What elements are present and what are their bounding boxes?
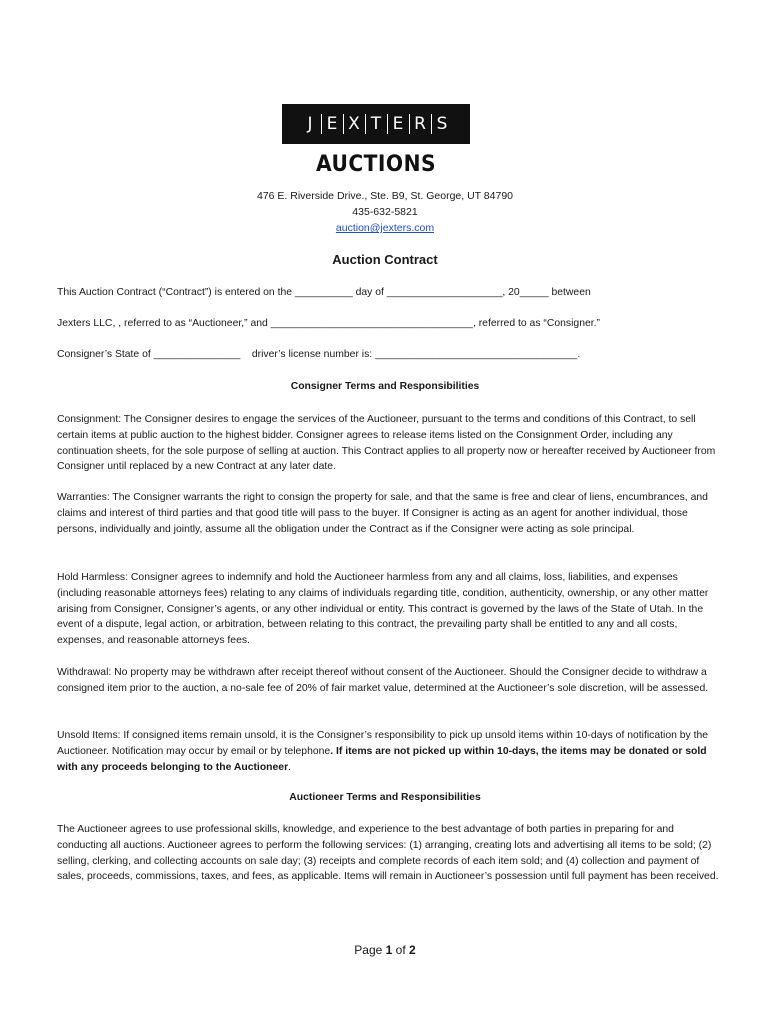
logo-letter: J	[307, 114, 313, 134]
auctioneer-terms-paragraph: The Auctioneer agrees to use professional skills, knowledge, and experience to the best advantage of both parties in preparing for and conducting all auctions. Auctioneer agrees to perform the following services: (1) arranging, creating lots and advertising all items to be sold; (2) selling, clerking, and collecting accounts on sale day; (3) receipts and complete records of each item sold; and (4) collection and payment of sales, proceeds, commissions, taxes, and fees, as applicable. Items will remain in Auctioneer’s possession until full payment has been received.	[57, 824, 719, 883]
logo-letters	[300, 114, 453, 134]
logo-letter: X	[348, 114, 360, 134]
intro-line-date: This Auction Contract (“Contract”) is entered on the __________ day of ____________________, 20_____ between	[57, 287, 591, 298]
logo-subtitle: AUCTIONS	[315, 152, 437, 177]
consigner-section-heading: Consigner Terms and Responsibilities	[290, 381, 480, 392]
logo-letter: E	[326, 114, 338, 134]
of-word: of	[392, 943, 410, 957]
unsold-items-text: Unsold Items: If consigned items remain unsold, it is the Consigner’s responsibility to pick up unsold items within 10-days of notification by the Auctioneer. Notification may occur by email or by telephone	[57, 730, 709, 757]
jexters-logo	[282, 104, 470, 144]
page-current: 1	[385, 943, 393, 957]
auctioneer-section-heading: Auctioneer Terms and Responsibilities	[289, 792, 481, 803]
hold-harmless-paragraph: Hold Harmless: Consigner agrees to indemnify and hold the Auctioneer harmless from any and all claims, loss, liabilities, and expenses (including reasonable attorneys fees) relating to any claims of individuals regarding title, condition, authenticity, ownership, or any other matter arising from Consigner, Consigner’s agents, or any other individual or entity. This contract is governed by the laws of the State of Utah. In the event of a dispute, legal action, or arbitration, between relating to this contract, the prevailing party shall be entitled to any and all costs, expenses, and reasonable attorneys fees.	[57, 572, 709, 647]
address-line: 476 E. Riverside Drive., Ste. B9, St. George, UT 84790	[256, 190, 513, 202]
document-title: Auction Contract	[332, 252, 438, 267]
logo-letter: T	[370, 114, 382, 134]
logo-letter: E	[392, 114, 404, 134]
warranties-paragraph: Warranties: The Consigner warrants the right to consign the property for sale, and that the same is free and clear of liens, encumbrances, and claims and interest of third parties and that good title will pass to the buyer. If Consigner is acting as an agent for another individual, those persons, individually and jointly, assume all the obligation under the Contract as if the Consigner were acting as sole principal.	[57, 492, 708, 535]
unsold-items-bold-text: . If items are not picked up within 10-days, the items may be donated or sold with any proceeds belonging to the Auctioneer	[57, 745, 707, 773]
page-word: Page	[354, 943, 386, 957]
consignment-paragraph: Consignment: The Consigner desires to engage the services of the Auctioneer, pursuant to the terms and conditions of this Contract, to sell certain items at public auction to the highest bidder. Consigner agrees to release items listed on the Consignment Order, including any continuation sheets, for the sole purpose of selling at auction. This Contract applies to all property now or hereafter received by Auctioneer from Consigner until replaced by a new Contract at any later date.	[57, 414, 716, 473]
intro-line-parties: Jexters LLC, , referred to as “Auctioneer,” and ___________________________________, referred to as “Consigner.”	[57, 318, 600, 329]
email-line	[0, 220, 770, 236]
page-total: 2	[409, 943, 416, 957]
logo-letter: S	[436, 114, 448, 134]
unsold-items-end: .	[288, 761, 292, 773]
logo-letter: R	[414, 114, 426, 134]
page-number	[0, 943, 770, 957]
unsold-items-paragraph	[57, 728, 719, 775]
intro-line-license: Consigner’s State of _______________ driver’s license number is: ___________________________________.	[57, 349, 581, 360]
phone-number: 435-632-5821	[352, 206, 418, 218]
withdrawal-paragraph: Withdrawal: No property may be withdrawn after receipt thereof without consent of the Auctioneer. Should the Consigner decide to withdraw a consigned item prior to the auction, a no-sale fee of 20% of fair market value, determined at the Auctioneer’s sole discretion, will be assessed.	[57, 667, 709, 694]
email-link[interactable]: auction@jexters.com	[335, 222, 435, 234]
